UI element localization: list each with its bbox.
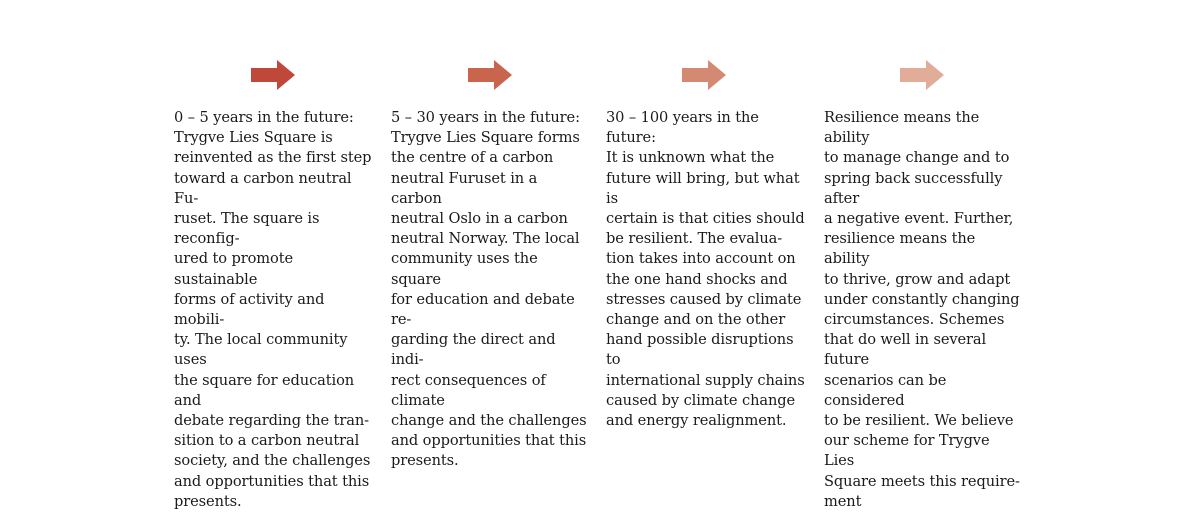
timeline-column-0-5-years <box>174 60 374 512</box>
timeline-column-30-100-years <box>606 60 806 431</box>
arrow-right-icon <box>251 60 295 90</box>
column-text: 0 – 5 years in the future: Trygve Lies Square is reinvented as the first step toward a carbon neutral Fu- ruset. The square is reconfig- ured to promote sustainable forms of activity and mobili- ty. The local community uses the square for education and debate regarding the tran- sition to a carbon neutral society, and the challenges and opportunities that this presents. <box>174 109 372 510</box>
timeline-column-5-30-years <box>391 60 591 472</box>
arrow-right-icon <box>682 60 726 90</box>
arrow-right-icon <box>900 60 944 90</box>
arrow-right-icon <box>468 60 512 90</box>
resilience-column <box>824 60 1024 512</box>
column-text: 5 – 30 years in the future: Trygve Lies Square forms the centre of a carbon neutral Furuset in a carbon neutral Oslo in a carbon neutral Norway. The local community uses the square for education and debate re- garding the direct and indi- rect consequences of climate change and the challenges and opportunities that this presents. <box>391 109 587 470</box>
column-text: 30 – 100 years in the future: It is unknown what the future will bring, but what is certain is that cities should be resilient. The evalua- tion takes into account on the one hand shocks and stresses caused by climate change and on the other hand possible disruptions to international supply chains caused by climate change and energy realignment. <box>606 109 805 430</box>
column-text: Resilience means the ability to manage change and to spring back successfully after a negative event. Further, resilience means the ability to thrive, grow and adapt under constantly changing circumstances. Schemes that do well in several future scenarios can be considered to be resilient. We believe our scheme for Trygve Lies Square meets this require- ment <box>824 109 1020 510</box>
